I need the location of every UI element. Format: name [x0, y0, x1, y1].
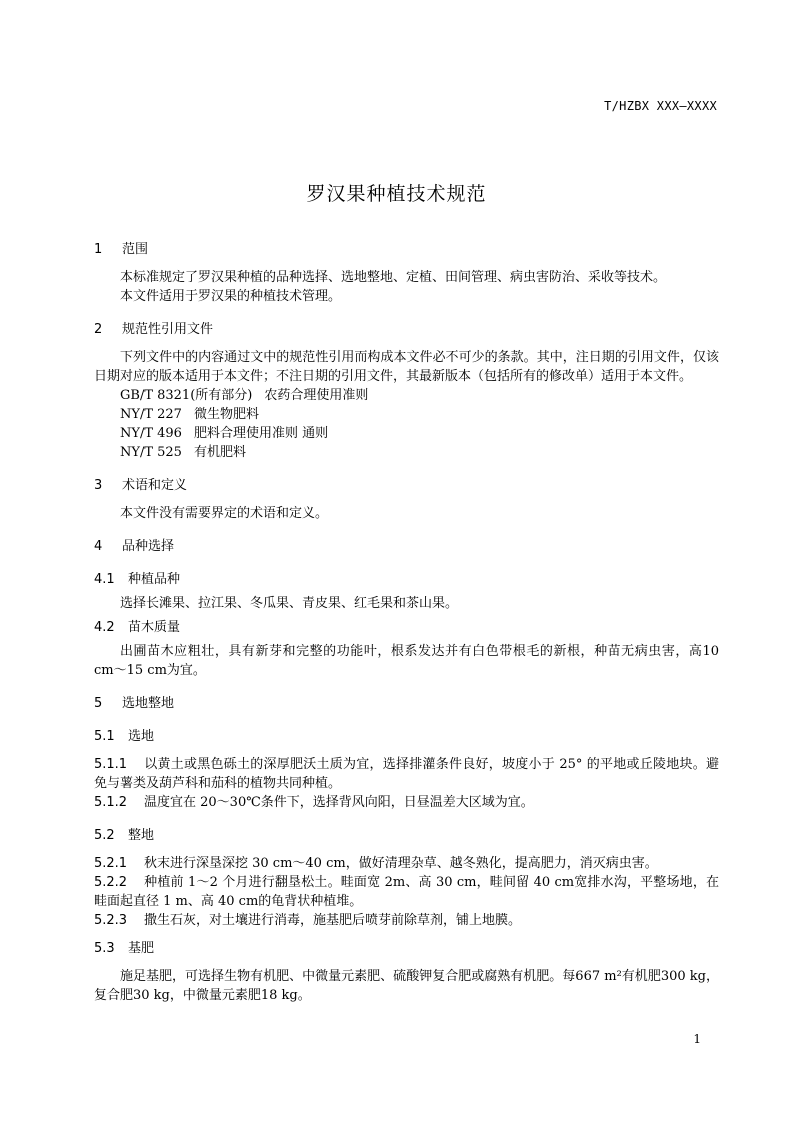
- reference-title: 肥料合理使用准则 通则: [193, 426, 329, 441]
- subsection-number: 5.3: [94, 941, 115, 956]
- section-number: 2: [94, 322, 103, 337]
- subsection-number: 4.1: [94, 572, 115, 587]
- subsection-heading-seedling-quality: [94, 618, 719, 637]
- subsection-title: 整地: [128, 828, 155, 843]
- subsection-title: 苗木质量: [128, 620, 181, 635]
- standard-code: T/HZBX XXX—XXXX: [604, 99, 717, 113]
- clause-text: 种植前 1～2 个月进行翻垦松土。畦面宽 2m、高 30 cm，畦间留 40 cm宽排水沟，平整场地，在畦面起直径 1 m、高 40 cm的龟背状种植堆。: [94, 875, 719, 909]
- section-number: 1: [94, 242, 103, 257]
- section-number: 5: [94, 696, 103, 711]
- subsection-title: 种植品种: [128, 572, 181, 587]
- subsection-heading-planting-variety: [94, 570, 719, 589]
- paragraph: 本文件没有需要界定的术语和定义。: [120, 506, 329, 521]
- section-title: 选地整地: [122, 696, 175, 711]
- reference-title: 有机肥料: [193, 445, 246, 460]
- section-heading-normative-references: [94, 320, 719, 339]
- subsection-heading-site-selection: [94, 727, 719, 746]
- section-title: 规范性引用文件: [122, 322, 214, 337]
- subsection-number: 4.2: [94, 620, 115, 635]
- clause-number: 5.2.2: [94, 875, 128, 890]
- clause: [94, 873, 719, 911]
- clause-text: 以黄土或黑色砾土的深厚肥沃土质为宜，选择排灌条件良好，坡度小于 25° 的平地或丘陵地块。避免与薯类及葫芦科和茄科的植物共同种植。: [94, 757, 719, 791]
- section-title: 术语和定义: [122, 478, 188, 493]
- clause-text: 撒生石灰，对土壤进行消毒，施基肥后喷芽前除草剂，铺上地膜。: [144, 913, 522, 928]
- section-number: 4: [94, 539, 103, 554]
- document-body: [94, 240, 719, 1005]
- page-number: 1: [693, 1032, 701, 1046]
- section-heading-site-preparation: [94, 694, 719, 713]
- clause: [94, 755, 719, 793]
- reference-item: [94, 386, 719, 405]
- clause-text: 秋末进行深垦深挖 30 cm～40 cm，做好清理杂草、越冬熟化，提高肥力，消灭病虫害。: [144, 856, 658, 871]
- subsection-title: 选地: [128, 729, 155, 744]
- section-heading-variety-selection: [94, 537, 719, 556]
- paragraph: 出圃苗木应粗壮，具有新芽和完整的功能叶，根系发达并有白色带根毛的新根，种苗无病虫害，高10 cm～15 cm为宜。: [94, 644, 719, 678]
- reference-code: NY/T 227: [120, 407, 182, 422]
- reference-title: 微生物肥料: [193, 407, 259, 422]
- paragraph: 本标准规定了罗汉果种植的品种选择、选地整地、定植、田间管理、病虫害防治、采收等技术。: [120, 270, 667, 285]
- reference-code: GB/T 8321(所有部分): [120, 388, 253, 403]
- reference-item: [94, 424, 719, 443]
- section-heading-terms: [94, 476, 719, 495]
- paragraph: 选择长滩果、拉江果、冬瓜果、青皮果、红毛果和茶山果。: [120, 596, 459, 611]
- section-heading-scope: [94, 240, 719, 259]
- subsection-number: 5.2: [94, 828, 115, 843]
- clause-number: 5.2.3: [94, 913, 128, 928]
- document-title: 罗汉果种植技术规范: [306, 183, 487, 205]
- clause-text: 温度宜在 20～30℃条件下，选择背风向阳，日昼温差大区域为宜。: [144, 795, 534, 810]
- clause-number: 5.1.2: [94, 795, 128, 810]
- section-title: 范围: [122, 242, 149, 257]
- section-number: 3: [94, 478, 103, 493]
- reference-item: [94, 443, 719, 462]
- reference-title: 农药合理使用准则: [264, 388, 369, 403]
- section-title: 品种选择: [122, 539, 175, 554]
- reference-item: [94, 405, 719, 424]
- paragraph: 施足基肥，可选择生物有机肥、中微量元素肥、硫酸钾复合肥或腐熟有机肥。每667 m²有机肥300 kg，复合肥30 kg，中微量元素肥18 kg。: [94, 969, 719, 1003]
- clause: [94, 911, 719, 930]
- clause: [94, 854, 719, 873]
- reference-code: NY/T 496: [120, 426, 182, 441]
- subsection-heading-base-fertilizer: [94, 939, 719, 958]
- reference-code: NY/T 525: [120, 445, 182, 460]
- paragraph: 下列文件中的内容通过文中的规范性引用而构成本文件必不可少的条款。其中，注日期的引用文件，仅该日期对应的版本适用于本文件；不注日期的引用文件，其最新版本（包括所有的修改单）适用于本文件。: [94, 350, 719, 384]
- subsection-title: 基肥: [128, 941, 155, 956]
- subsection-number: 5.1: [94, 729, 115, 744]
- clause: [94, 793, 719, 812]
- subsection-heading-land-preparation: [94, 826, 719, 845]
- clause-number: 5.2.1: [94, 856, 128, 871]
- paragraph: 本文件适用于罗汉果的种植技术管理。: [120, 289, 342, 304]
- clause-number: 5.1.1: [94, 757, 128, 772]
